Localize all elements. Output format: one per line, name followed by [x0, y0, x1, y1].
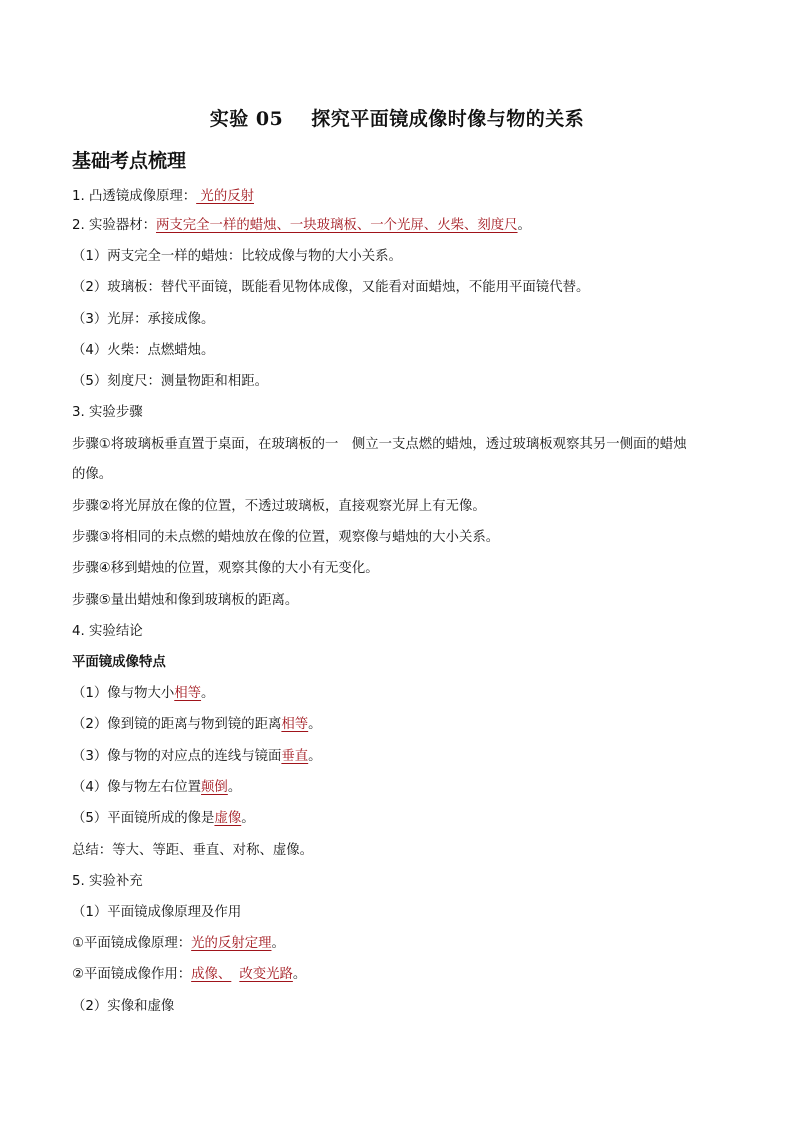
principle-line [72, 188, 254, 206]
conclusion-answer: 相等 [281, 717, 309, 732]
equipment-answer: 两支完全一样的蜡烛、一块玻璃板、一个光屏、火柴、刻度尺 [156, 218, 518, 233]
mirror-use-line [72, 966, 306, 984]
equipment-item: （5）刻度尺：测量物距和相距。 [72, 374, 268, 389]
conclusion-period: 。 [308, 749, 322, 764]
conclusion-text: （2）像到镜的距离与物到镜的距离 [72, 717, 282, 732]
step-line: 步骤①将玻璃板垂直置于桌面，在玻璃板的一 侧立一支点燃的蜡烛，透过玻璃板观察其另一侧面的蜡烛 [72, 437, 687, 452]
title-experiment-number: 实验 05 [209, 108, 284, 130]
mirror-principle-line [72, 935, 285, 953]
mirror-use-period: 。 [292, 967, 307, 982]
equipment-period: 。 [517, 218, 531, 233]
equipment-item: （4）火柴：点燃蜡烛。 [72, 343, 215, 358]
mirror-principle-answer: 光的反射定理 [191, 936, 272, 951]
equipment-label: 2. 实验器材： [72, 218, 156, 233]
mirror-use-answer-2: 改变光路 [239, 967, 293, 982]
step-line: 步骤②将光屏放在像的位置，不透过玻璃板，直接观察光屏上有无像。 [72, 499, 486, 514]
conclusion-item [72, 716, 322, 734]
conclusion-period: 。 [241, 811, 255, 826]
conclusion-summary: 总结：等大、等距、垂直、对称、虚像。 [72, 843, 314, 858]
supplement-subtitle: （1）平面镜成像原理及作用 [72, 905, 242, 920]
step-line: 步骤③将相同的未点燃的蜡烛放在像的位置，观察像与蜡烛的大小关系。 [72, 530, 500, 545]
conclusion-text: （3）像与物的对应点的连线与镜面 [72, 749, 282, 764]
conclusion-text: （1）像与物大小 [72, 686, 175, 701]
conclusion-answer: 虚像 [214, 811, 242, 826]
mirror-use-answer-1: 成像、 [191, 967, 232, 982]
conclusion-period: 。 [227, 780, 242, 795]
step-line: 步骤④移到蜡烛的位置，观察其像的大小有无变化。 [72, 561, 379, 576]
conclusion-item [72, 748, 322, 766]
conclusion-answer: 垂直 [281, 749, 309, 764]
conclusion-text: （5）平面镜所成的像是 [72, 811, 215, 826]
step-line: 步骤⑤量出蜡烛和像到玻璃板的距离。 [72, 593, 299, 608]
conclusion-item [72, 810, 255, 828]
conclusion-item [72, 685, 214, 703]
section-heading: 基础考点梳理 [72, 150, 187, 172]
equipment-line [72, 217, 531, 235]
title-experiment-name: 探究平面镜成像时像与物的关系 [311, 108, 585, 130]
supplement-subtitle: （2）实像和虚像 [72, 999, 175, 1014]
conclusion-period: 。 [201, 686, 215, 701]
step-line: 的像。 [72, 467, 113, 482]
principle-answer: 光的反射 [196, 189, 254, 204]
equipment-item: （3）光屏：承接成像。 [72, 312, 215, 327]
conclusion-text: （4）像与物左右位置 [72, 780, 202, 795]
conclusion-period: 。 [308, 717, 322, 732]
supplement-title: 5. 实验补充 [72, 874, 143, 889]
mirror-principle-label: ①平面镜成像原理： [72, 936, 192, 951]
equipment-item: （1）两支完全一样的蜡烛：比较成像与物的大小关系。 [72, 249, 402, 264]
mirror-principle-period: 。 [271, 936, 285, 951]
principle-label: 1. 凸透镜成像原理： [72, 189, 197, 204]
conclusion-subtitle: 平面镜成像特点 [72, 655, 166, 670]
page-title [0, 104, 794, 131]
equipment-item: （2）玻璃板：替代平面镜，既能看见物体成像，又能看对面蜡烛，不能用平面镜代替。 [72, 280, 590, 295]
conclusion-title: 4. 实验结论 [72, 624, 143, 639]
conclusion-item [72, 779, 241, 797]
mirror-use-label: ②平面镜成像作用： [72, 967, 192, 982]
conclusion-answer: 相等 [174, 686, 202, 701]
steps-title: 3. 实验步骤 [72, 405, 143, 420]
conclusion-answer: 颠倒 [201, 780, 228, 795]
